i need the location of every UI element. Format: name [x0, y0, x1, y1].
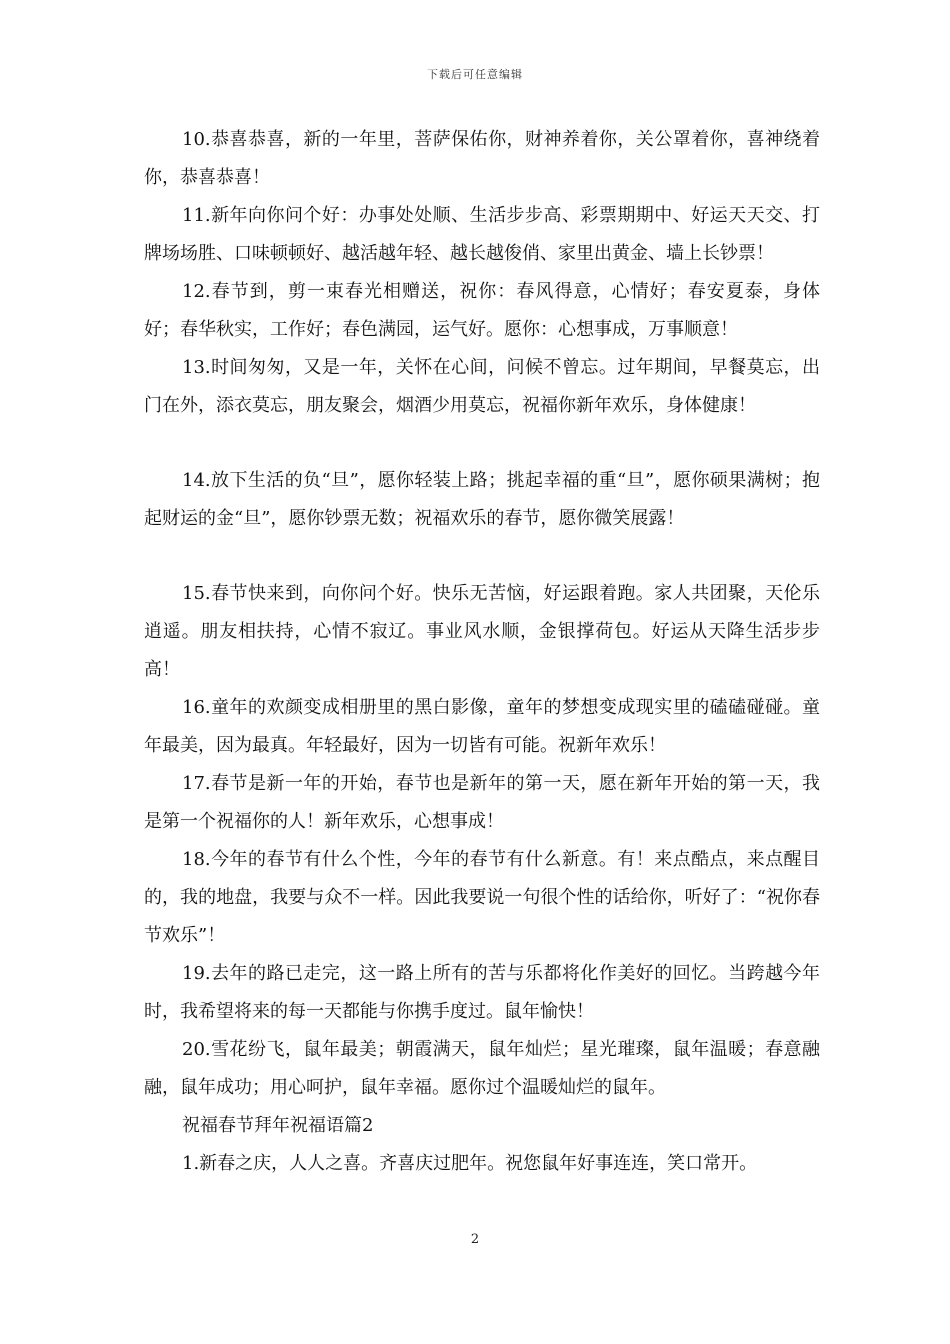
paragraph-10: 10.恭喜恭喜，新的一年里，菩萨保佑你，财神养着你，关公罩着你，喜神绕着你，恭喜恭喜！ — [144, 129, 820, 188]
paragraph-18: 18.今年的春节有什么个性，今年的春节有什么新意。有！来点酷点，来点醒目的，我的地盘，我要与众不一样。因此我要说一句很个性的话给你，听好了：“祝你春节欢乐”！ — [144, 849, 820, 946]
paragraph-13: 13.时间匆匆，又是一年，关怀在心间，问候不曾忘。过年期间，早餐莫忘，出门在外，添衣莫忘，朋友聚会，烟酒少用莫忘，祝福你新年欢乐，身体健康！ — [144, 357, 820, 416]
paragraph-1: 1.新春之庆，人人之喜。齐喜庆过肥年。祝您鼠年好事连连，笑口常开。 — [182, 1153, 758, 1174]
paragraph-20: 20.雪花纷飞，鼠年最美；朝霞满天，鼠年灿烂；星光璀璨，鼠年温暖；春意融融，鼠年成功；用心呵护，鼠年幸福。愿你过个温暖灿烂的鼠年。 — [144, 1039, 820, 1098]
blank-line — [144, 425, 820, 462]
page-number: 2 — [470, 1232, 480, 1247]
blank-line — [144, 538, 820, 575]
page-header: 下载后可任意编辑 — [427, 68, 523, 81]
section-heading: 祝福春节拜年祝福语篇2 — [182, 1115, 374, 1136]
paragraph-12: 12.春节到，剪一束春光相赠送，祝你：春风得意，心情好；春安夏泰，身体好；春华秋实，工作好；春色满园，运气好。愿你：心想事成，万事顺意！ — [144, 281, 820, 340]
paragraph-17: 17.春节是新一年的开始，春节也是新年的第一天，愿在新年开始的第一天，我是第一个祝福你的人！新年欢乐，心想事成！ — [144, 773, 820, 832]
paragraph-14: 14.放下生活的负“旦”，愿你轻装上路；挑起幸福的重“旦”，愿你硕果满树；抱起财运的金“旦”，愿你钞票无数；祝福欢乐的春节，愿你微笑展露！ — [144, 470, 820, 529]
paragraph-15: 15.春节快来到，向你问个好。快乐无苦恼，好运跟着跑。家人共团聚，天伦乐逍遥。朋友相扶持，心情不寂辽。事业风水顺，金银撑荷包。好运从天降生活步步高！ — [144, 583, 820, 680]
paragraph-19: 19.去年的路已走完，这一路上所有的苦与乐都将化作美好的回忆。当跨越今年时，我希望将来的每一天都能与你携手度过。鼠年愉快！ — [144, 963, 820, 1022]
paragraph-16: 16.童年的欢颜变成相册里的黑白影像，童年的梦想变成现实里的磕磕碰碰。童年最美，因为最真。年轻最好，因为一切皆有可能。祝新年欢乐！ — [144, 697, 820, 756]
document-body — [144, 121, 820, 1183]
paragraph-11: 11.新年向你问个好：办事处处顺、生活步步高、彩票期期中、好运天天交、打牌场场胜、口味顿顿好、越活越年轻、越长越俊俏、家里出黄金、墙上长钞票！ — [144, 205, 820, 264]
